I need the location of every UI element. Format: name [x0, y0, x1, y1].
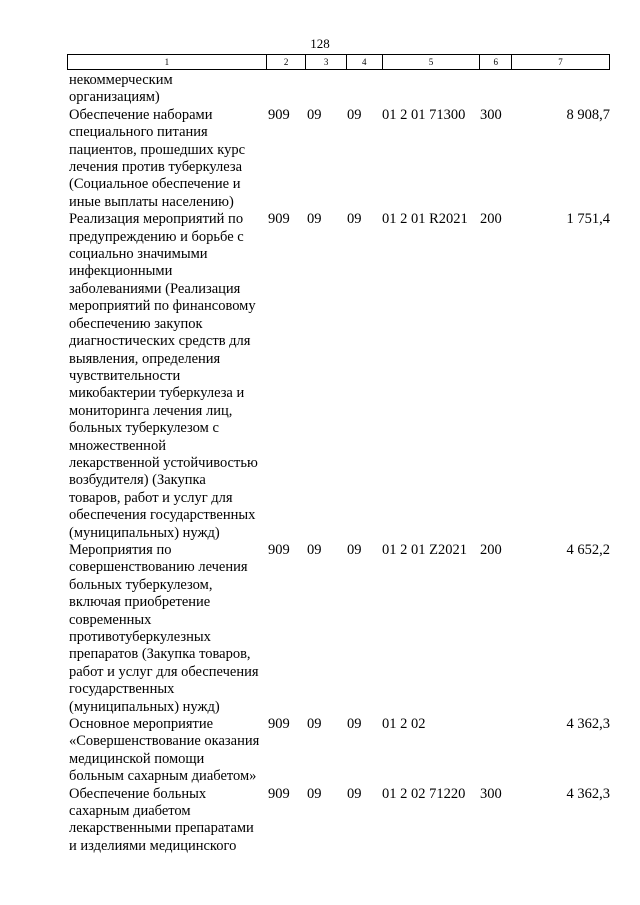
expense-type-code: 200 [480, 541, 502, 558]
expense-name-line: лекарственными препаратами [69, 820, 254, 837]
amount-value: 4 652,2 [566, 541, 610, 558]
expense-name-line: больных туберкулезом с [69, 420, 219, 437]
header-col-7: 7 [558, 57, 563, 67]
expense-name-line: множественной [69, 437, 166, 454]
expense-type-code: 300 [480, 106, 502, 123]
expense-name-line: сахарным диабетом [69, 803, 191, 820]
expense-name-line: мероприятий по финансовому [69, 298, 256, 315]
target-article-code: 01 2 01 Z2021 [382, 541, 467, 558]
amount-value: 1 751,4 [566, 211, 610, 228]
section-code: 09 [307, 541, 322, 558]
expense-name-line: чувствительности [69, 367, 181, 384]
expense-name-line: работ и услуг для обеспечения [69, 663, 259, 680]
expense-name-line: лекарственной устойчивостью [69, 454, 258, 471]
expense-name-line: противотуберкулезных [69, 629, 211, 645]
expense-type-code: 300 [480, 785, 502, 802]
expense-name [67, 107, 263, 211]
expense-name-line: современных [69, 611, 152, 628]
section-code: 09 [307, 716, 322, 733]
expense-name-line: и изделиями медицинского [69, 837, 237, 854]
expense-name-line: Основное мероприятие [69, 716, 214, 733]
expense-name-line: медицинской помощи [69, 750, 205, 767]
expense-type-code: 200 [480, 211, 502, 228]
subsection-code: 09 [347, 785, 362, 802]
subsection-code: 09 [347, 106, 362, 123]
page-number: 128 [310, 36, 330, 51]
subsection-code: 09 [347, 211, 362, 228]
expense-name-line: мониторинга лечения лиц, [69, 402, 233, 419]
table-body [67, 72, 610, 855]
expense-name-line: лечения против туберкулеза [69, 159, 243, 176]
header-col-2: 2 [267, 55, 307, 69]
expense-name-line: выявления, определения [69, 350, 221, 367]
amount-value: 4 362,3 [566, 785, 610, 802]
expense-name-line: (Социальное обеспечение и [69, 176, 241, 193]
expense-name-line: товаров, работ и услуг для [69, 489, 233, 506]
table-header [67, 54, 610, 70]
expense-name [67, 211, 263, 542]
section-code: 09 [307, 785, 322, 802]
section-code: 09 [307, 106, 322, 123]
expense-name-line: (муниципальных) нужд) [69, 698, 220, 715]
table-row [67, 72, 610, 107]
target-article-code: 01 2 02 71220 [382, 785, 466, 802]
expense-name-line: возбудителя) (Закупка [69, 472, 206, 489]
expense-name-line: инфекционными [69, 263, 173, 280]
amount-value: 8 908,7 [566, 106, 610, 123]
expense-name [67, 542, 263, 716]
expense-name-line: организациям) [69, 89, 160, 106]
target-article-code: 01 2 01 71300 [382, 106, 466, 123]
ministry-code: 909 [268, 106, 290, 123]
expense-name-line: заболеваниями (Реализация [69, 280, 241, 297]
expense-name-line: предупреждению и борьбе с [69, 228, 244, 245]
expense-name [67, 716, 263, 786]
expense-name-line: социально значимыми [69, 246, 208, 263]
expense-name-line: Мероприятия по [69, 541, 172, 558]
expense-name-line: Обеспечение больных [69, 785, 207, 802]
ministry-code: 909 [268, 541, 290, 558]
expense-name-line: иные выплаты населению) [69, 193, 234, 210]
header-col-3: 3 [306, 55, 347, 69]
expense-name-line: некоммерческим [69, 72, 173, 88]
amount-value: 4 362,3 [566, 716, 610, 733]
expense-name-line: государственных [69, 681, 175, 698]
expense-name-line: Обеспечение наборами [69, 106, 213, 123]
expense-name-line: микобактерии туберкулеза и [69, 385, 245, 402]
table-row [67, 107, 610, 211]
subsection-code: 09 [347, 716, 362, 733]
ministry-code: 909 [268, 211, 290, 228]
expense-name-line: больным сахарным диабетом» [69, 768, 257, 785]
expense-name-line: (муниципальных) нужд) [69, 524, 220, 541]
header-col-4: 4 [347, 55, 383, 69]
table-row [67, 211, 610, 542]
expense-name-line: пациентов, прошедших курс [69, 141, 246, 158]
header-col-1: 1 [68, 55, 267, 69]
table-row [67, 716, 610, 786]
expense-name-line: Реализация мероприятий по [69, 211, 244, 228]
expense-name [67, 786, 263, 856]
subsection-code: 09 [347, 541, 362, 558]
section-code: 09 [307, 211, 322, 228]
expense-name [67, 72, 263, 107]
table-row [67, 542, 610, 716]
ministry-code: 909 [268, 785, 290, 802]
expense-name-line: «Совершенствование оказания [69, 733, 260, 750]
expense-name-line: включая приобретение [69, 594, 211, 611]
expense-name-line: обеспечению закупок [69, 315, 203, 332]
expense-name-line: препаратов (Закупка товаров, [69, 646, 251, 663]
table-row [67, 786, 610, 856]
expense-name-line: обеспечения государственных [69, 507, 256, 524]
expense-name-line: больных туберкулезом, [69, 576, 213, 593]
expense-name-line: специального питания [69, 124, 208, 141]
expense-name-line: совершенствованию лечения [69, 559, 248, 576]
expense-name-line: диагностических средств для [69, 333, 251, 350]
target-article-code: 01 2 02 [382, 716, 426, 733]
header-col-5: 5 [383, 55, 481, 69]
target-article-code: 01 2 01 R2021 [382, 211, 468, 228]
header-col-6: 6 [480, 55, 512, 69]
ministry-code: 909 [268, 716, 290, 733]
